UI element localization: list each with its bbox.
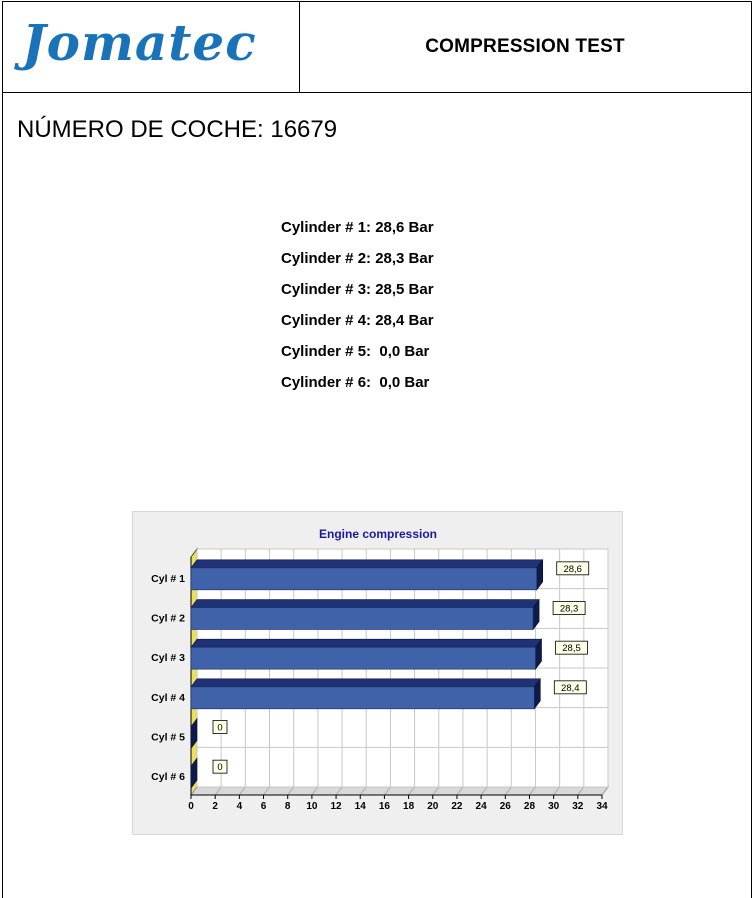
- bar: [191, 687, 534, 709]
- bar: [191, 608, 533, 630]
- chart-svg: [133, 512, 624, 836]
- x-tick-label: 10: [306, 801, 318, 812]
- bar-top: [191, 639, 542, 647]
- x-tick-label: 32: [572, 801, 584, 812]
- y-category-label: Cyl # 4: [151, 691, 185, 704]
- x-tick-label: 24: [475, 801, 487, 812]
- jomatec-logo: Jomatec: [22, 13, 257, 72]
- y-category-label: Cyl # 6: [151, 771, 185, 784]
- y-category-label: Cyl # 5: [151, 731, 185, 744]
- bar-top: [191, 600, 539, 608]
- bar: [191, 647, 536, 669]
- x-tick-label: 34: [596, 801, 608, 812]
- y-category-label: Cyl # 1: [151, 572, 185, 585]
- x-tick-label: 4: [236, 801, 243, 812]
- data-label: 28,5: [562, 643, 581, 655]
- chart-title: Engine compression: [318, 527, 438, 541]
- cylinder-reading-6: Cylinder # 6: 0,0 Bar: [281, 374, 430, 391]
- x-tick-label: 6: [260, 801, 267, 812]
- chart-floor: [191, 787, 608, 795]
- data-label: 28,3: [559, 603, 579, 615]
- document-title: COMPRESSION TEST: [425, 35, 625, 57]
- x-tick-label: 18: [403, 801, 415, 812]
- data-label: 0: [217, 722, 223, 734]
- data-label: 28,4: [561, 682, 580, 694]
- x-tick-label: 2: [212, 801, 218, 812]
- bar-top: [191, 560, 543, 568]
- x-tick-label: 28: [523, 801, 536, 812]
- y-category-label: Cyl # 2: [151, 612, 185, 625]
- x-tick-label: 14: [354, 801, 366, 812]
- cylinder-reading-2: Cylinder # 2: 28,3 Bar: [281, 250, 434, 267]
- x-tick-label: 8: [284, 801, 291, 812]
- cylinder-readings: [281, 217, 434, 403]
- cylinder-reading-3: Cylinder # 3: 28,5 Bar: [281, 281, 434, 298]
- x-tick-label: 20: [427, 801, 439, 812]
- bar-top: [191, 679, 540, 687]
- x-tick-label: 12: [330, 801, 342, 812]
- cylinder-reading-4: Cylinder # 4: 28,4 Bar: [281, 312, 434, 329]
- data-label: 28,6: [563, 563, 582, 575]
- x-tick-label: 26: [499, 801, 511, 812]
- x-tick-label: 30: [548, 801, 560, 812]
- y-category-label: Cyl # 3: [151, 652, 185, 665]
- x-tick-label: 0: [188, 801, 194, 812]
- x-tick-label: 16: [378, 801, 390, 812]
- bar: [191, 568, 537, 590]
- data-label: 0: [217, 762, 223, 774]
- title-cell: [300, 1, 750, 92]
- x-tick-label: 22: [451, 801, 463, 812]
- header: [2, 1, 752, 93]
- car-number: NÚMERO DE COCHE: 16679: [17, 116, 338, 143]
- logo-cell: [2, 1, 300, 92]
- cylinder-reading-1: Cylinder # 1: 28,6 Bar: [281, 219, 434, 236]
- cylinder-reading-5: Cylinder # 5: 0,0 Bar: [281, 343, 430, 360]
- compression-chart: [132, 511, 623, 835]
